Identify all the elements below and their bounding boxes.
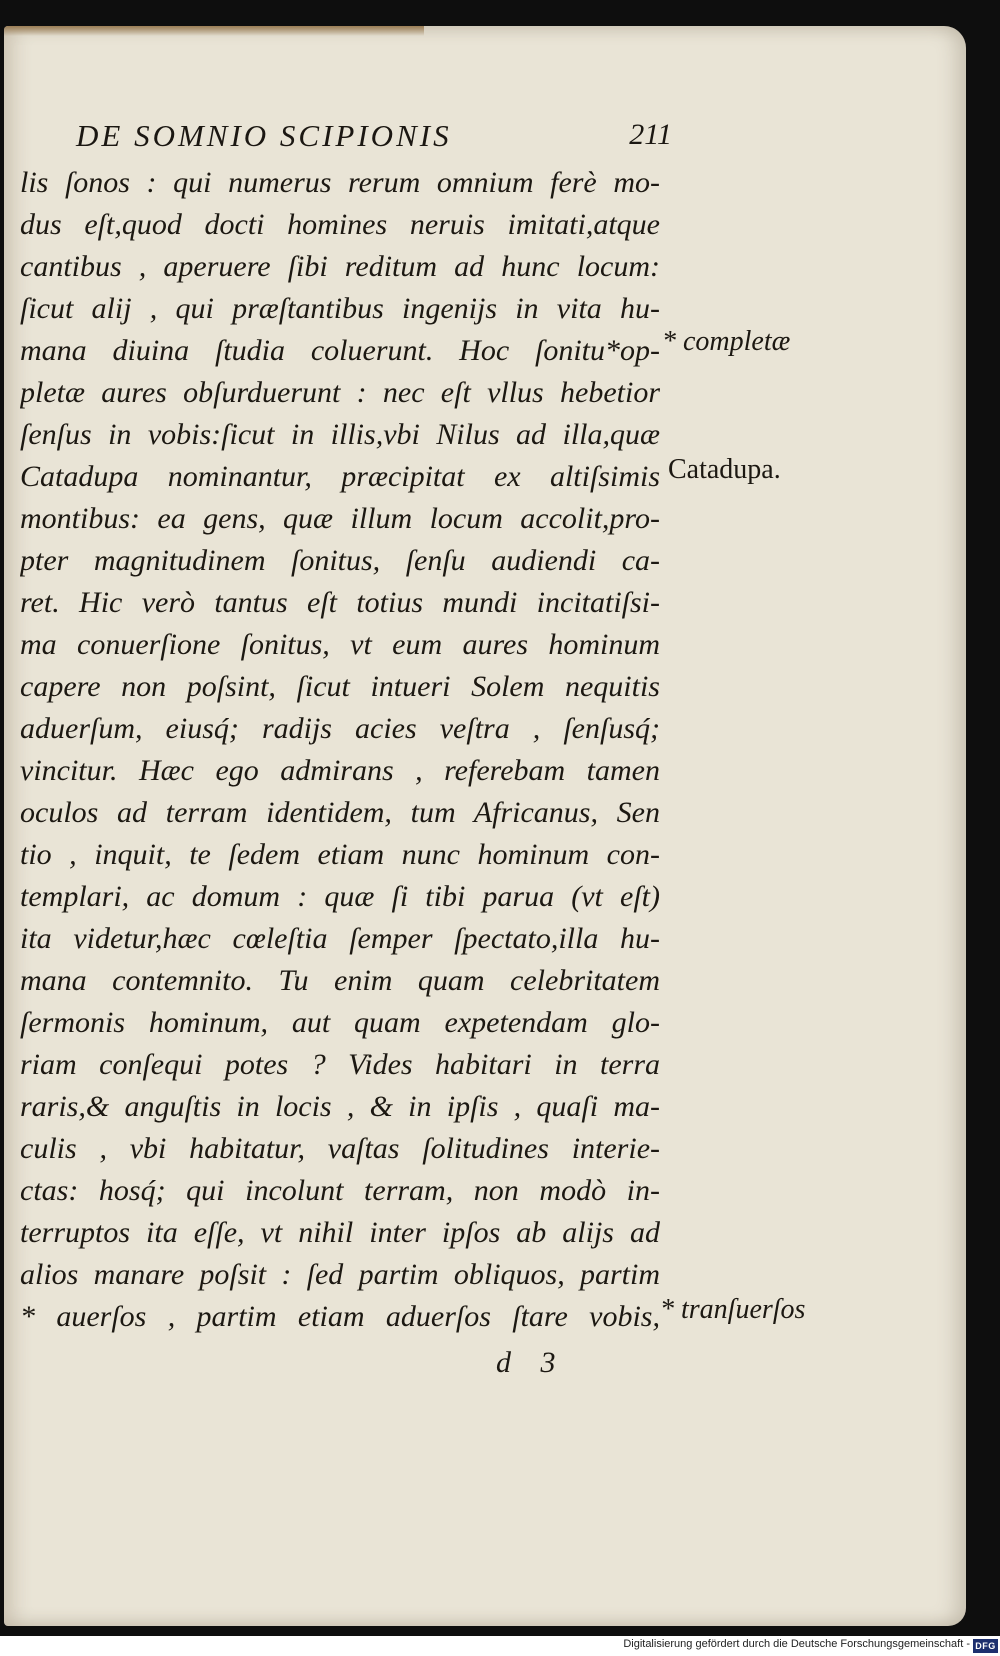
text-line: raris,& anguſtis in locis , & in ipſis , quaſi ma- [20,1090,660,1123]
running-head: DE SOMNIO SCIPIONIS [76,118,452,153]
text-line: ita videtur,hæc cœleſtia ſemper ſpectato,illa hu- [20,922,660,955]
text-line: ctas: hosq́; qui incolunt terram, non modò in- [20,1174,660,1207]
margin-note-transuersos: * tranſuerſos [660,1294,806,1325]
text-line: lis ſonos : qui numerus rerum omnium ferè mo- [20,166,660,199]
text-line: templari, ac domum : quæ ſi tibi parua (vt eſt) [20,880,660,913]
margin-note-completae: * completæ [662,326,791,357]
footer-bar [0,1636,1000,1656]
text-line: terruptos ita eſſe, vt nihil inter ipſos ab alijs ad [20,1216,660,1249]
text-line: Catadupa nominantur, præcipitat ex altiſsimis [20,460,660,493]
margin-note-catadupa: Catadupa. [668,454,781,485]
text-line: ſenſus in vobis:ſicut in illis,vbi Nilus ad illa,quæ [20,418,660,451]
signature-mark: d 3 [496,1346,556,1379]
body-text [20,162,660,1338]
text-line: oculos ad terram identidem, tum Africanus, Sen [20,796,660,829]
page-number: 211 [629,118,672,151]
text-line: alios manare poſsit : ſed partim obliquos, partim [20,1258,660,1291]
text-line: ſicut alij , qui præſtantibus ingenijs in vita hu- [20,292,660,325]
text-line: ret. Hic verò tantus eſt totius mundi incitatiſsi- [20,586,660,619]
footer-credit: Digitalisierung gefördert durch die Deutsche Forschungsgemeinschaft - [623,1638,970,1650]
text-line: ſermonis hominum, aut quam expetendam glo- [20,1006,660,1039]
text-line: aduerſum, eiusq́; radijs acies veſtra , ſenſusq́; [20,712,660,745]
page-header [76,118,672,158]
page-edge-stain [4,26,424,36]
text-line: pletæ aures obſurduerunt : nec eſt vllus hebetior [20,376,660,409]
text-line: mana contemnito. Tu enim quam celebritatem [20,964,660,997]
text-line: ma conuerſione ſonitus, vt eum aures hominum [20,628,660,661]
text-line: riam conſequi potes ? Vides habitari in terra [20,1048,660,1081]
dfg-logo: DFG [973,1639,998,1653]
text-line: tio , inquit, te ſedem etiam nunc hominum con- [20,838,660,871]
text-line: vincitur. Hæc ego admirans , referebam tamen [20,754,660,787]
text-line: culis , vbi habitatur, vaſtas ſolitudines interie- [20,1132,660,1165]
text-line: pter magnitudinem ſonitus, ſenſu audiendi ca- [20,544,660,577]
text-line: dus eſt,quod docti homines neruis imitati,atque [20,208,660,241]
text-line: montibus: ea gens, quæ illum locum accolit,pro- [20,502,660,535]
text-line: capere non poſsint, ſicut intueri Solem nequitis [20,670,660,703]
text-line: cantibus , aperuere ſibi reditum ad hunc locum: [20,250,660,283]
text-line: * auerſos , partim etiam aduerſos ſtare vobis, [20,1300,660,1333]
text-line: mana diuina ſtudia coluerunt. Hoc ſonitu*op- [20,334,660,367]
